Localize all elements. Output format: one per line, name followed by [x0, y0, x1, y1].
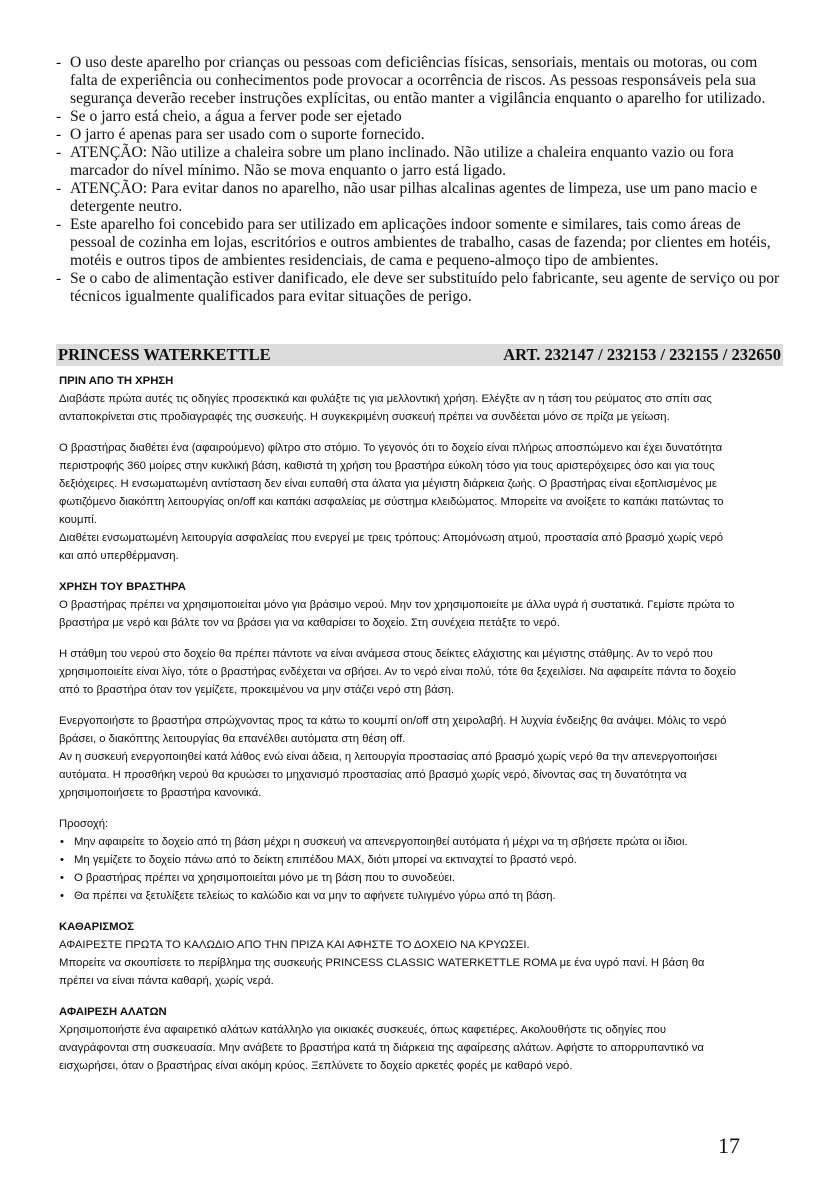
caution-list: [59, 833, 739, 905]
heading-descaling: ΑΦΑΙΡΕΣΗ ΑΛΑΤΩΝ: [59, 1006, 167, 1018]
product-title: PRINCESS WATERKETTLE: [58, 345, 271, 364]
caution-label: Προσοχή:: [59, 818, 109, 830]
list-item: - Se o jarro está cheio, a água a ferver pode ser ejetado: [56, 108, 402, 125]
list-item: - ATENÇÃO: Para evitar danos no aparelho, não usar pilhas alcalinas agentes de limpeza, use um pano macio e detergente neutro.: [56, 180, 758, 215]
paragraph: Διαθέτει ενσωματωμένη λειτουργία ασφαλείας που ενεργεί με τρεις τρόπους: Απομόνωση ατμού, προστασία από βρασμό χωρίς νερό και από υπερθέρμανση.: [59, 532, 724, 562]
list-item: - O jarro é apenas para ser usado com o suporte fornecido.: [56, 126, 425, 143]
list-item: • Ο βραστήρας πρέπει να χρησιμοποιείται μόνο με τη βάση που το συνοδεύει.: [60, 872, 455, 884]
paragraph: Μπορείτε να σκουπίσετε το περίβλημα της συσκευής PRINCESS CLASSIC WATERKETTLE ROMA με ένα υγρό πανί. Η βάση θα πρέπει να είναι πάντα καθαρή, χωρίς νερά.: [59, 957, 705, 987]
heading-cleaning: ΚΑΘΑΡΙΣΜΟΣ: [59, 921, 135, 933]
list-item: - ATENÇÃO: Não utilize a chaleira sobre um plano inclinado. Não utilize a chaleira enquanto vazio ou fora marcador do nível mínimo. Não se mova enquanto o jarro está ligado.: [56, 144, 734, 179]
paragraph: Χρησιμοποιήστε ένα αφαιρετικό αλάτων κατάλληλο για οικιακές συσκευές, όπως καφετιέρες. Ακολουθήστε τις οδηγίες που αναγράφονται στη συσκευασία. Μην ανάβετε το βραστήρα κατά τη διάρκεια της αφαίρεσης αλάτων. Αφήστε το απορρυπαντικό να εισχωρήσει, όταν ο βραστήρας είναι ακόμη κρύος. Ξεπλύνετε το δοχείο αρκετές φορές με καθαρό νερό.: [59, 1024, 704, 1072]
heading-use: ΧΡΗΣΗ ΤΟΥ ΒΡΑΣΤΗΡΑ: [59, 581, 186, 593]
paragraph: Ο βραστήρας πρέπει να χρησιμοποιείται μόνο για βράσιμο νερού. Μην τον χρησιμοποιείτε με άλλα υγρά ή συστατικά. Γεμίστε πρώτα το βραστήρα με νερό και βάλτε τον να βράσει για να καθαρίσει το δοχείο. Στη συνέχεια πετάξτε το νερό.: [59, 599, 735, 629]
paragraph: ΑΦΑΙΡΕΣΤΕ ΠΡΩΤΑ ΤΟ ΚΑΛΩΔΙΟ ΑΠΟ ΤΗΝ ΠΡΙΖΑ ΚΑΙ ΑΦΗΣΤΕ ΤΟ ΔΟΧΕΙΟ ΝΑ ΚΡΥΩΣΕΙ.: [59, 939, 530, 951]
portuguese-safety-list: [56, 54, 786, 306]
paragraph: Η στάθμη του νερού στο δοχείο θα πρέπει πάντοτε να είναι ανάμεσα στους δείκτες ελάχιστης και μέγιστης στάθμης. Αν το νερό που χρησιμοποιείτε είναι λίγο, τότε ο βραστήρας ενδέχεται να σβήσει. Αν το νερό είναι πολύ, τότε θα ξεχειλίσει. Να αφαιρείτε πάντα το δοχείο από το βραστήρα όταν τον γεμίζετε, προκειμένου να μην στάζει νερό στη βάση.: [59, 648, 737, 696]
list-item: - Este aparelho foi concebido para ser utilizado em aplicações indoor somente e similares, tais como áreas de pessoal de cozinha em lojas, escritórios e outros ambientes de trabalho, casas de fazenda; por clientes em hotéis, motéis e outros tipos de ambientes residenciais, de cama e pequeno-almoço tipo de ambientes.: [56, 216, 771, 269]
paragraph: Ενεργοποιήστε το βραστήρα σπρώχνοντας προς τα κάτω το κουμπί on/off στη χειρολαβή. Η λυχνία ένδειξης θα ανάψει. Μόλις το νερό βράσει, ο διακόπτης λειτουργίας θα επανέλθει αυτόματα στη θέση off.: [59, 715, 727, 745]
greek-instructions: [59, 372, 739, 1075]
list-item: - Se o cabo de alimentação estiver danificado, ele deve ser substituído pelo fabricante, seu agente de serviço ou por técnicos igualmente qualificados para evitar situações de perigo.: [56, 270, 780, 305]
page-number: 17: [718, 1133, 740, 1158]
paragraph: Διαβάστε πρώτα αυτές τις οδηγίες προσεκτικά και φυλάξτε τις για μελλοντική χρήση. Ελέγξτε αν η τάση του ρεύματος στο σπίτι σας ανταποκρίνεται στις προδιαγραφές της συσκευής. Η συγκεκριμένη συσκευή πρέπει να συνδέεται μόνο σε πρίζα με γείωση.: [59, 393, 712, 423]
paragraph: Ο βραστήρας διαθέτει ένα (αφαιρούμενο) φίλτρο στο στόμιο. Το γεγονός ότι το δοχείο είναι πλήρως αποσπώμενο και έχει δυνατότητα περιστροφής 360 μοίρες στην κυκλική βάση, καθιστά τη χρήση του βραστήρα εύκολη τόσο για τους αριστερόχειρες όσο και για τους δεξιόχειρες. Η ενσωματωμένη αντίσταση δεν είναι ευπαθή στα άλατα για μέγιστη διάρκεια ζωής. Ο βραστήρας είναι εξοπλισμένος με φωτιζόμενο διακόπτη λειτουργίας on/off και καπάκι ασφαλείας με σύστημα κλειδώματος. Μπορείτε να ανοίξετε το καπάκι πατώντας το κουμπί.: [59, 442, 724, 526]
list-item: • Μην αφαιρείτε το δοχείο από τη βάση μέχρι η συσκευή να απενεργοποιηθεί αυτόματα ή μέχρι να τη σβήσετε πρώτα οι ίδιοι.: [60, 836, 688, 848]
article-numbers: ART. 232147 / 232153 / 232155 / 232650: [503, 345, 781, 364]
paragraph: Αν η συσκευή ενεργοποιηθεί κατά λάθος ενώ είναι άδεια, η λειτουργία προστασίας από βρασμό χωρίς νερό θα την απενεργοποιήσει αυτόματα. Η προσθήκη νερού θα κρυώσει το μηχανισμό προστασίας από βρασμό χωρίς νερό, δίνοντας σας τη δυνατότητα να χρησιμοποιήσετε το βραστήρα κανονικά.: [59, 751, 717, 799]
list-item: - O uso deste aparelho por crianças ou pessoas com deficiências físicas, sensoriais, mentais ou motoras, ou com falta de experiência ou conhecimentos pode provocar a ocorrência de riscos. As pessoas responsáveis pela sua segurança deverão receber instruções explícitas, ou então manter a vigilância enquanto o aparelho for utilizado.: [56, 54, 766, 107]
heading-before-use: ΠΡΙΝ ΑΠΟ ΤΗ ΧΡΗΣΗ: [59, 375, 174, 387]
section-title-bar: [56, 344, 783, 366]
list-item: • Θα πρέπει να ξετυλίξετε τελείως το καλώδιο και να μην το αφήνετε τυλιγμένο γύρω από τη βάση.: [60, 890, 556, 902]
list-item: • Μη γεμίζετε το δοχείο πάνω από το δείκτη επιπέδου MAX, διότι μπορεί να εκτιναχτεί το βραστό νερό.: [60, 854, 577, 866]
